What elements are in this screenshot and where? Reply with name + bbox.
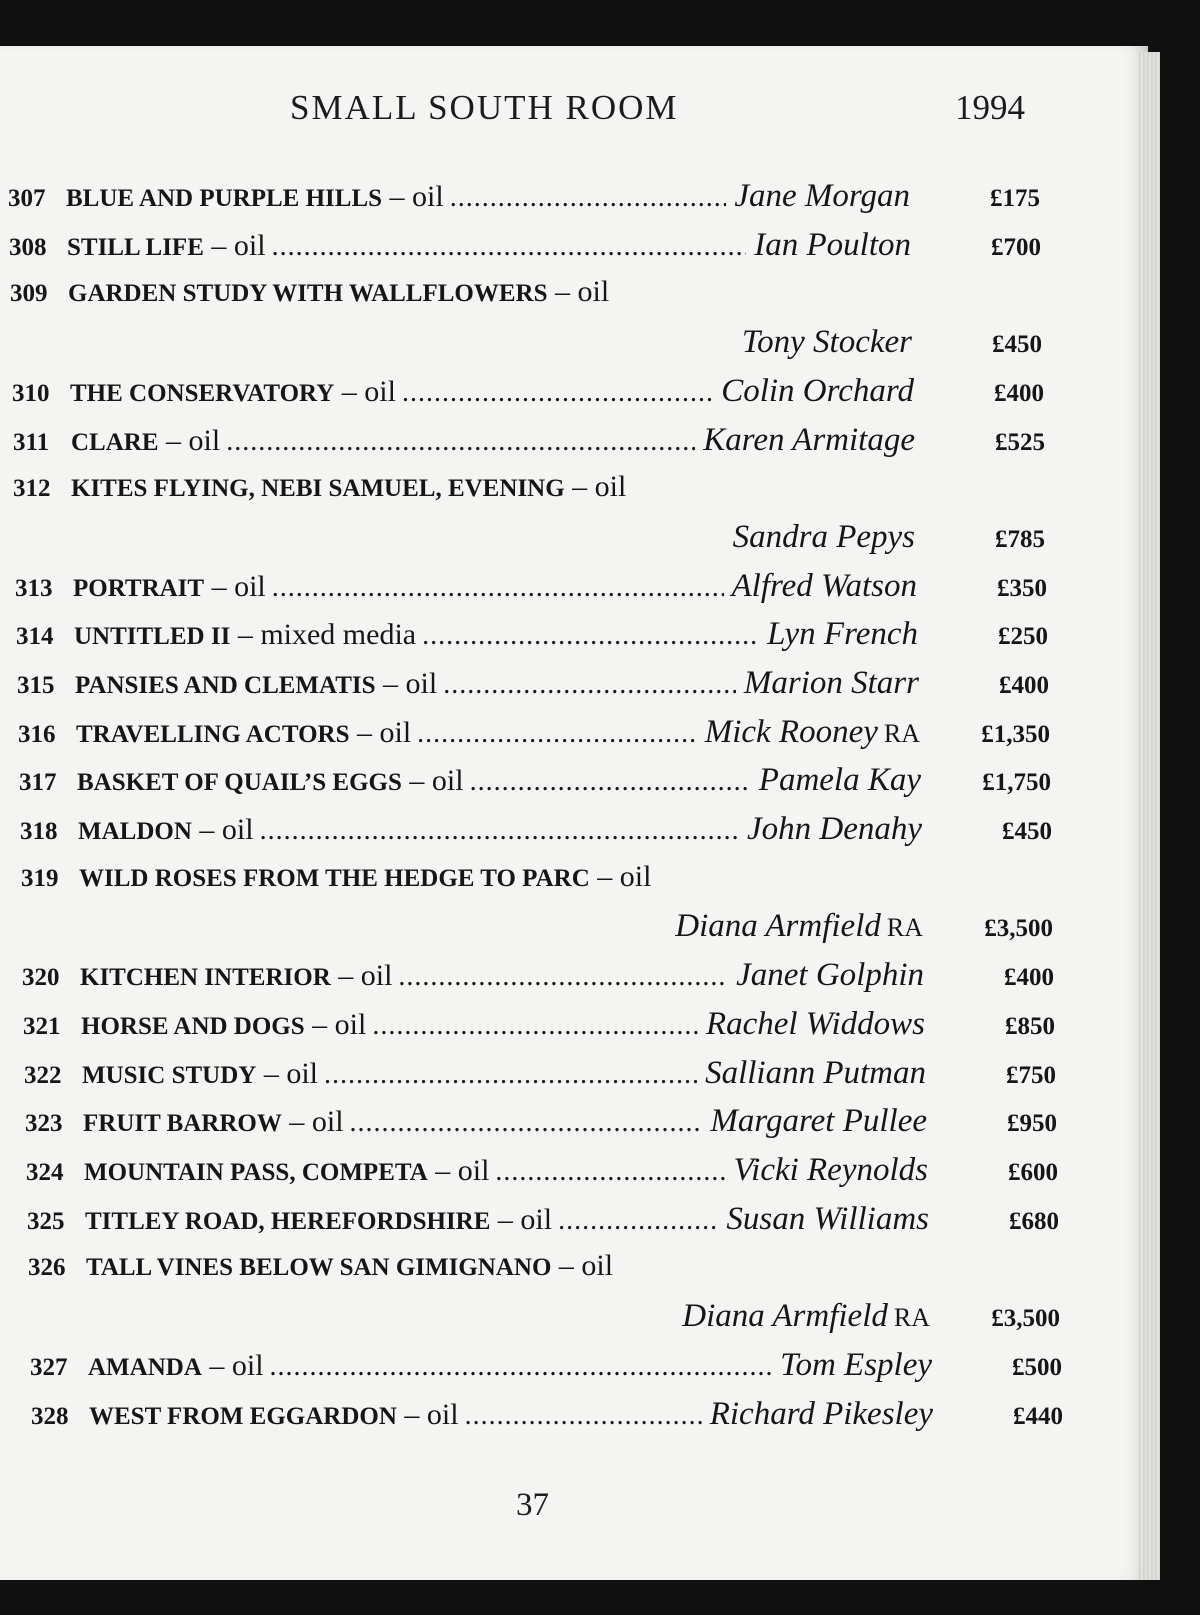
catalogue-entry <box>14 957 1054 1005</box>
entry-price: £600 <box>1008 1159 1058 1186</box>
entry-medium: mixed media <box>260 618 417 652</box>
entry-artist <box>734 178 910 215</box>
entry-title: BLUE AND PURPLE HILLS <box>66 185 383 212</box>
entry-number: 328 <box>31 1402 69 1430</box>
entry-separator: – <box>330 959 361 993</box>
entry-medium: oil <box>360 959 393 993</box>
entry-separator: – <box>304 1007 335 1041</box>
entry-number: 314 <box>16 623 54 651</box>
entry-title: FRUIT BARROW <box>83 1110 282 1138</box>
entry-artist <box>733 1152 928 1189</box>
entry-separator: – <box>490 1202 521 1236</box>
leader-dots <box>226 426 695 458</box>
entry-artist <box>710 1103 927 1140</box>
entry-separator: – <box>230 618 261 652</box>
entry-separator: – <box>382 180 413 213</box>
artist-name: Richard Pikesley <box>709 1395 933 1432</box>
catalogue-entry <box>2 275 1042 361</box>
entry-title: BASKET OF QUAIL’S EGGS <box>77 769 402 797</box>
entry-title: HORSE AND DOGS <box>81 1012 305 1040</box>
entry-price: £400 <box>1004 964 1054 992</box>
entry-artist <box>726 1201 929 1238</box>
entry-number: 312 <box>13 475 51 503</box>
artist-ra-badge: RA <box>893 1303 930 1333</box>
catalogue-entry <box>22 1347 1062 1395</box>
entry-medium: oil <box>286 1056 319 1090</box>
leader-dots <box>465 1400 702 1432</box>
catalogue-entry <box>15 1006 1055 1054</box>
leader-dots <box>417 718 697 750</box>
page-edge <box>1138 52 1160 1580</box>
entry-number: 319 <box>21 864 59 892</box>
entry-medium: oil <box>364 374 396 408</box>
entry-medium: oil <box>221 813 254 847</box>
entry-medium: oil <box>311 1105 344 1139</box>
entry-medium: oil <box>431 764 464 798</box>
entry-title: PORTRAIT <box>73 574 205 602</box>
entry-artist <box>744 665 919 702</box>
entry-price: £950 <box>1007 1110 1057 1138</box>
artist-name: Alfred Watson <box>731 567 917 604</box>
entry-medium: oil <box>334 1007 367 1041</box>
artist-name: Lyn French <box>767 616 918 653</box>
entry-separator: – <box>375 667 406 700</box>
leader-dots <box>372 1010 698 1042</box>
catalogue-entry <box>9 665 1049 713</box>
entry-price: £680 <box>1009 1207 1059 1235</box>
entry-price: £1,350 <box>981 720 1050 748</box>
entry-price: £3,500 <box>984 915 1053 943</box>
entry-separator: – <box>589 859 620 893</box>
catalogue-entry <box>17 1103 1057 1151</box>
entry-artist <box>703 422 915 459</box>
artist-name: Colin Orchard <box>721 372 914 409</box>
artist-ra-badge: RA <box>883 718 920 748</box>
entry-number: 324 <box>26 1159 64 1186</box>
catalogue-entry <box>8 616 1048 664</box>
entry-title: TALL VINES BELOW SAN GIMIGNANO <box>86 1254 552 1282</box>
entry-artist <box>736 957 924 994</box>
entry-price: £700 <box>991 233 1041 261</box>
entry-medium: oil <box>405 667 438 700</box>
entry-medium: oil <box>379 715 412 749</box>
entry-price: £525 <box>995 428 1045 456</box>
entry-medium: oil <box>234 569 266 603</box>
entry-separator: – <box>191 813 222 847</box>
artist-name: John Denahy <box>746 811 922 848</box>
entry-title: MOUNTAIN PASS, COMPETA <box>84 1159 428 1186</box>
entry-artist <box>721 373 914 410</box>
leader-dots <box>272 572 724 604</box>
entry-price: £450 <box>1002 818 1052 846</box>
entry-artist <box>759 762 921 799</box>
entry-artist <box>742 324 912 361</box>
artist-name: Salliann Putman <box>705 1054 926 1091</box>
entry-title: STILL LIFE <box>67 233 204 261</box>
entry-medium: oil <box>188 423 221 457</box>
entry-medium: oil <box>581 1249 614 1283</box>
catalogue-entry <box>20 1249 1060 1335</box>
leader-dots <box>260 815 739 847</box>
page-number: 37 <box>516 1487 549 1523</box>
artist-name: Karen Armitage <box>703 421 915 458</box>
leader-dots <box>450 182 727 214</box>
artist-name: Tony Stocker <box>741 324 912 361</box>
artist-name: Pamela Kay <box>758 762 921 799</box>
artist-name: Margaret Pullee <box>710 1103 927 1140</box>
catalogue-entry <box>23 1396 1063 1444</box>
artist-name: Mick Rooney <box>704 713 878 750</box>
entry-artist <box>767 616 918 653</box>
artist-name: Marion Starr <box>743 665 919 701</box>
entry-number: 326 <box>28 1254 66 1282</box>
entry-title: MUSIC STUDY <box>82 1061 257 1089</box>
page-header <box>0 88 1030 128</box>
catalogue-entry <box>7 568 1047 616</box>
entry-title: KITES FLYING, NEBI SAMUEL, EVENING <box>71 475 565 503</box>
entry-price: £3,500 <box>991 1305 1060 1333</box>
entry-separator: – <box>349 715 380 749</box>
entry-artist <box>732 568 917 605</box>
entry-number: 311 <box>13 428 50 456</box>
entry-medium: oil <box>520 1202 553 1236</box>
entry-artist <box>682 1298 930 1335</box>
entry-medium: oil <box>233 228 266 262</box>
artist-name: Ian Poulton <box>754 226 911 263</box>
leader-dots <box>324 1059 697 1091</box>
entry-medium: oil <box>231 1348 264 1382</box>
entry-separator: – <box>547 275 578 309</box>
entry-number: 322 <box>24 1061 62 1089</box>
leader-dots <box>350 1107 703 1139</box>
entry-separator: – <box>396 1397 427 1431</box>
entry-number: 323 <box>25 1110 63 1138</box>
room-title: SMALL SOUTH ROOM <box>290 88 679 127</box>
artist-ra-badge: RA <box>886 913 923 943</box>
entry-price: £785 <box>995 525 1045 553</box>
artist-name: Tom Espley <box>780 1346 932 1383</box>
catalogue-entry <box>12 811 1052 859</box>
artist-name: Janet Golphin <box>736 957 924 994</box>
entry-medium: oil <box>577 275 610 309</box>
entry-title: KITCHEN INTERIOR <box>80 964 331 992</box>
catalogue-entry <box>5 470 1045 555</box>
leader-dots <box>402 377 713 409</box>
leader-dots <box>558 1205 718 1237</box>
catalogue-entry <box>19 1201 1059 1249</box>
artist-name: Rachel Widdows <box>705 1005 925 1042</box>
entry-artist <box>705 714 920 751</box>
entry-price: £175 <box>990 185 1040 212</box>
artist-name: Vicki Reynolds <box>733 1152 928 1188</box>
entry-number: 315 <box>17 672 55 699</box>
artist-name: Diana Armfield <box>675 908 881 945</box>
entry-medium: oil <box>426 1397 459 1431</box>
entry-title: TRAVELLING ACTORS <box>76 720 350 748</box>
entry-number: 317 <box>19 769 57 797</box>
entry-artist <box>754 227 911 264</box>
artist-name: Susan Williams <box>726 1200 929 1237</box>
entry-title: PANSIES AND CLEMATIS <box>75 672 376 699</box>
entry-artist <box>780 1347 932 1384</box>
catalogue-entry <box>5 422 1045 470</box>
entry-separator: – <box>204 569 235 603</box>
entry-medium: oil <box>412 180 444 213</box>
entry-artist <box>747 811 922 848</box>
entry-medium: oil <box>594 470 627 504</box>
entry-artist <box>675 908 923 945</box>
entry-number: 316 <box>18 720 56 748</box>
entry-price: £350 <box>997 574 1047 602</box>
entry-separator: – <box>564 470 595 504</box>
artist-name: Jane Morgan <box>734 178 910 214</box>
entry-price: £750 <box>1006 1061 1056 1089</box>
entry-separator: – <box>427 1154 458 1187</box>
entry-medium: oil <box>619 859 652 893</box>
catalogue-entry <box>11 762 1051 810</box>
entry-separator: – <box>201 1348 232 1382</box>
entry-price: £450 <box>992 331 1042 359</box>
entry-title: UNTITLED II <box>74 623 231 651</box>
entry-separator: – <box>158 423 189 457</box>
entry-number: 307 <box>8 185 46 212</box>
entry-price: £400 <box>999 672 1049 699</box>
catalogue-entry <box>10 714 1050 762</box>
entry-separator: – <box>256 1056 287 1090</box>
entry-title: GARDEN STUDY WITH WALLFLOWERS <box>68 280 548 308</box>
leader-dots <box>272 231 747 263</box>
entry-separator: – <box>401 764 432 798</box>
leader-dots <box>398 961 728 993</box>
entry-artist <box>705 1055 926 1092</box>
entry-number: 309 <box>10 280 48 308</box>
artist-name: Sandra Pepys <box>732 518 915 555</box>
catalogue-entry <box>1 227 1041 275</box>
entry-separator: – <box>551 1249 582 1283</box>
entry-number: 318 <box>20 818 58 846</box>
entry-number: 320 <box>22 964 60 992</box>
catalogue-entry <box>4 373 1044 421</box>
entry-number: 313 <box>15 574 53 602</box>
entry-separator: – <box>334 374 365 408</box>
catalogue-entry <box>0 178 1040 226</box>
catalogue-entry <box>13 859 1053 945</box>
leader-dots <box>422 620 759 652</box>
entry-artist <box>733 519 915 556</box>
leader-dots <box>270 1351 773 1383</box>
entry-price: £500 <box>1012 1353 1062 1381</box>
entry-artist <box>710 1396 933 1433</box>
catalogue-entry <box>16 1055 1056 1103</box>
entry-title: TITLEY ROAD, HEREFORDSHIRE <box>85 1207 491 1235</box>
leader-dots <box>495 1156 725 1188</box>
entry-artist <box>706 1006 925 1043</box>
entry-price: £440 <box>1013 1402 1063 1430</box>
leader-dots <box>470 766 751 798</box>
entry-title: AMANDA <box>88 1353 202 1381</box>
entry-title: MALDON <box>78 818 192 846</box>
entry-number: 321 <box>23 1012 61 1040</box>
entry-price: £850 <box>1005 1012 1055 1040</box>
entry-number: 325 <box>27 1207 65 1235</box>
entry-number: 327 <box>30 1353 68 1381</box>
catalogue-year: 1994 <box>955 88 1025 127</box>
entry-title: CLARE <box>71 428 159 456</box>
entry-separator: – <box>203 228 234 262</box>
entry-price: £1,750 <box>982 769 1051 797</box>
leader-dots <box>443 669 736 701</box>
entry-medium: oil <box>457 1154 490 1187</box>
entry-price: £250 <box>998 623 1048 651</box>
catalogue-entry <box>18 1152 1058 1200</box>
entry-title: WEST FROM EGGARDON <box>89 1402 397 1430</box>
entry-number: 308 <box>9 233 47 261</box>
entry-title: WILD ROSES FROM THE HEDGE TO PARC <box>79 864 590 892</box>
artist-name: Diana Armfield <box>682 1298 888 1335</box>
entry-title: THE CONSERVATORY <box>70 379 335 407</box>
entry-price: £400 <box>994 379 1044 407</box>
entry-number: 310 <box>12 379 50 407</box>
entry-separator: – <box>281 1105 312 1139</box>
